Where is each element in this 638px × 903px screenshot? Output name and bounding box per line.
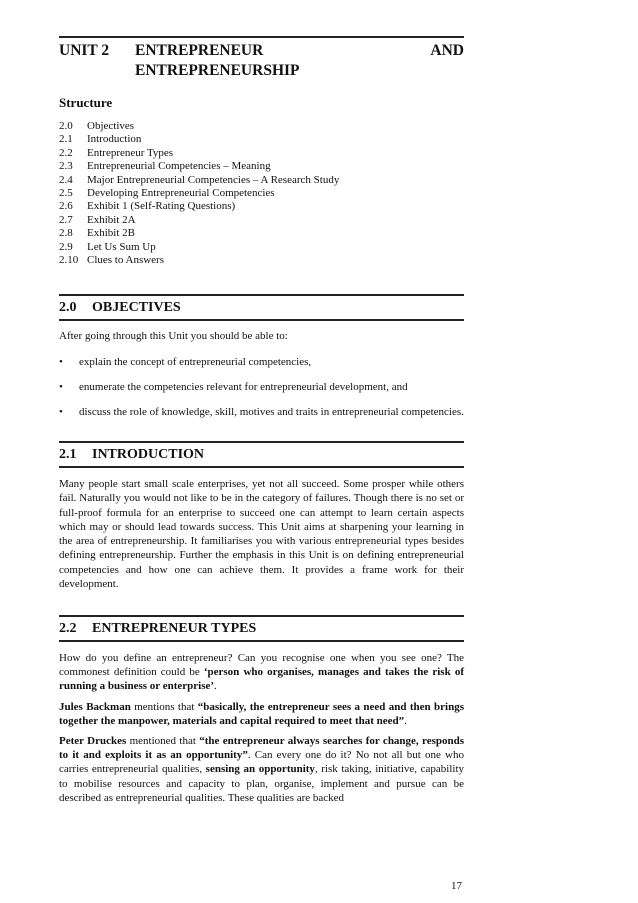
- objectives-intro: After going through this Unit you should be able to:: [59, 330, 288, 343]
- types-paragraph-2: [59, 700, 464, 728]
- section-rule: [59, 319, 464, 321]
- section-rule: [59, 640, 464, 642]
- structure-list: [59, 120, 464, 267]
- toc-item: [59, 227, 464, 240]
- toc-num: 2.1: [59, 133, 73, 146]
- toc-num: 2.10: [59, 254, 79, 267]
- introduction-heading: [59, 446, 464, 464]
- introduction-text: Many people start small scale enterprises, yet not all succeed. Some prosper while others fail. Naturally you would not like to be in the category of failures. Though there is no set or full-proof formula for an enterprise to succeed one can attempt to learn certain aspects which may or should lead towards success. This Unit aims at sharpening your learning in the area of entrepreneurship. It familiarises you with various entrepreneurial types besides defining entrepreneurship. Further the emphasis in this Unit is on defining entrepreneurial competencies and how one can achieve them. It provides a frame work for their development.: [59, 478, 464, 590]
- toc-label: Developing Entrepreneurial Competencies: [87, 187, 275, 200]
- toc-label: Major Entrepreneurial Competencies – A Research Study: [87, 173, 340, 186]
- section-title: ENTREPRENEUR TYPES: [92, 620, 257, 636]
- bullet-text: discuss the role of knowledge, skill, motives and traits in entrepreneurial competencies.: [79, 406, 464, 419]
- text-run: . Can every one do it? No not all but one who carries entrepreneurial qualities,: [59, 749, 465, 776]
- unit-title-line1: ENTREPRENEUR: [135, 42, 264, 59]
- toc-label: Clues to Answers: [87, 254, 164, 267]
- section-rule: [59, 466, 464, 468]
- toc-label: Entrepreneur Types: [87, 146, 174, 159]
- bullet-text: enumerate the competencies relevant for entrepreneurial development, and: [79, 380, 408, 393]
- author-name: Jules Backman: [59, 700, 131, 713]
- list-item: [59, 380, 464, 394]
- bullet-text: explain the concept of entrepreneurial competencies,: [79, 355, 312, 368]
- toc-num: 2.6: [59, 200, 73, 213]
- toc-item: [59, 174, 464, 187]
- bullet-icon: •: [59, 355, 63, 368]
- top-rule: [59, 36, 464, 38]
- definition-bold: ‘person who organises, manages and takes the risk of running a business or enterprise’: [59, 666, 464, 693]
- list-item: [59, 405, 464, 419]
- toc-num: 2.0: [59, 120, 73, 132]
- toc-item: [59, 187, 464, 200]
- section-number: 2.2: [59, 620, 77, 636]
- section-rule: [59, 294, 464, 296]
- list-item: [59, 355, 464, 369]
- toc-num: 2.7: [59, 213, 73, 226]
- text-run: mentions that: [130, 700, 198, 713]
- bullet-icon: •: [59, 406, 63, 419]
- toc-label: Exhibit 1 (Self-Rating Questions): [87, 200, 236, 213]
- toc-item: [59, 254, 464, 267]
- toc-label: Introduction: [87, 133, 142, 146]
- toc-label: Entrepreneurial Competencies – Meaning: [87, 160, 271, 173]
- toc-item: [59, 133, 464, 146]
- toc-label: Let Us Sum Up: [87, 240, 156, 253]
- toc-item: [59, 214, 464, 227]
- unit-title-and: AND: [430, 42, 464, 59]
- document-page: [59, 0, 464, 805]
- section-rule: [59, 615, 464, 617]
- toc-label: Exhibit 2A: [87, 213, 136, 226]
- unit-number: UNIT 2: [59, 42, 110, 59]
- types-heading: [59, 620, 464, 638]
- toc-num: 2.4: [59, 173, 73, 186]
- toc-label: Exhibit 2B: [87, 227, 135, 240]
- section-number: 2.1: [59, 447, 77, 463]
- emphasis-bold: sensing an opportunity: [205, 763, 315, 776]
- toc-item: [59, 120, 464, 133]
- text-run: mentioned that: [126, 734, 200, 747]
- objectives-heading: [59, 299, 464, 317]
- types-paragraph-1: [59, 651, 464, 694]
- bullet-icon: •: [59, 380, 63, 393]
- section-title: INTRODUCTION: [92, 447, 205, 463]
- toc-item: [59, 160, 464, 173]
- quote-bold: “the entrepreneur always searches for change, responds to it and exploits it as an opportunity”: [59, 734, 465, 762]
- author-name: Peter Druckes: [59, 734, 127, 747]
- toc-item: [59, 241, 464, 254]
- section-number: 2.0: [59, 300, 77, 316]
- quote-bold: “basically, the entrepreneur sees a need and then brings together the manpower, materials and capital required to meet that need”: [59, 700, 464, 727]
- types-paragraph-3: [59, 734, 464, 805]
- unit-heading: [59, 41, 464, 83]
- toc-num: 2.2: [59, 146, 73, 159]
- toc-num: 2.5: [59, 187, 73, 200]
- toc-num: 2.9: [59, 240, 73, 253]
- text-run: .: [404, 714, 407, 727]
- unit-title-line2: ENTREPRENEURSHIP: [135, 62, 300, 79]
- toc-label: Objectives: [87, 120, 135, 132]
- section-rule: [59, 441, 464, 443]
- text-run: How do you define an entrepreneur? Can you recognise one when you see one? The commonest definition could be: [59, 651, 464, 679]
- text-run: .: [214, 680, 217, 693]
- text-run: , risk taking, initiative, capability to mobilise resources and capacity to plan, organise, implement and pursue can be described as entrepreneurial qualities. These qualities are backed: [59, 763, 465, 804]
- structure-heading: Structure: [59, 95, 113, 110]
- section-title: OBJECTIVES: [92, 300, 181, 316]
- toc-item: [59, 147, 464, 160]
- toc-num: 2.8: [59, 227, 73, 240]
- toc-num: 2.3: [59, 160, 73, 173]
- toc-item: [59, 200, 464, 213]
- page-number: 17: [451, 880, 462, 892]
